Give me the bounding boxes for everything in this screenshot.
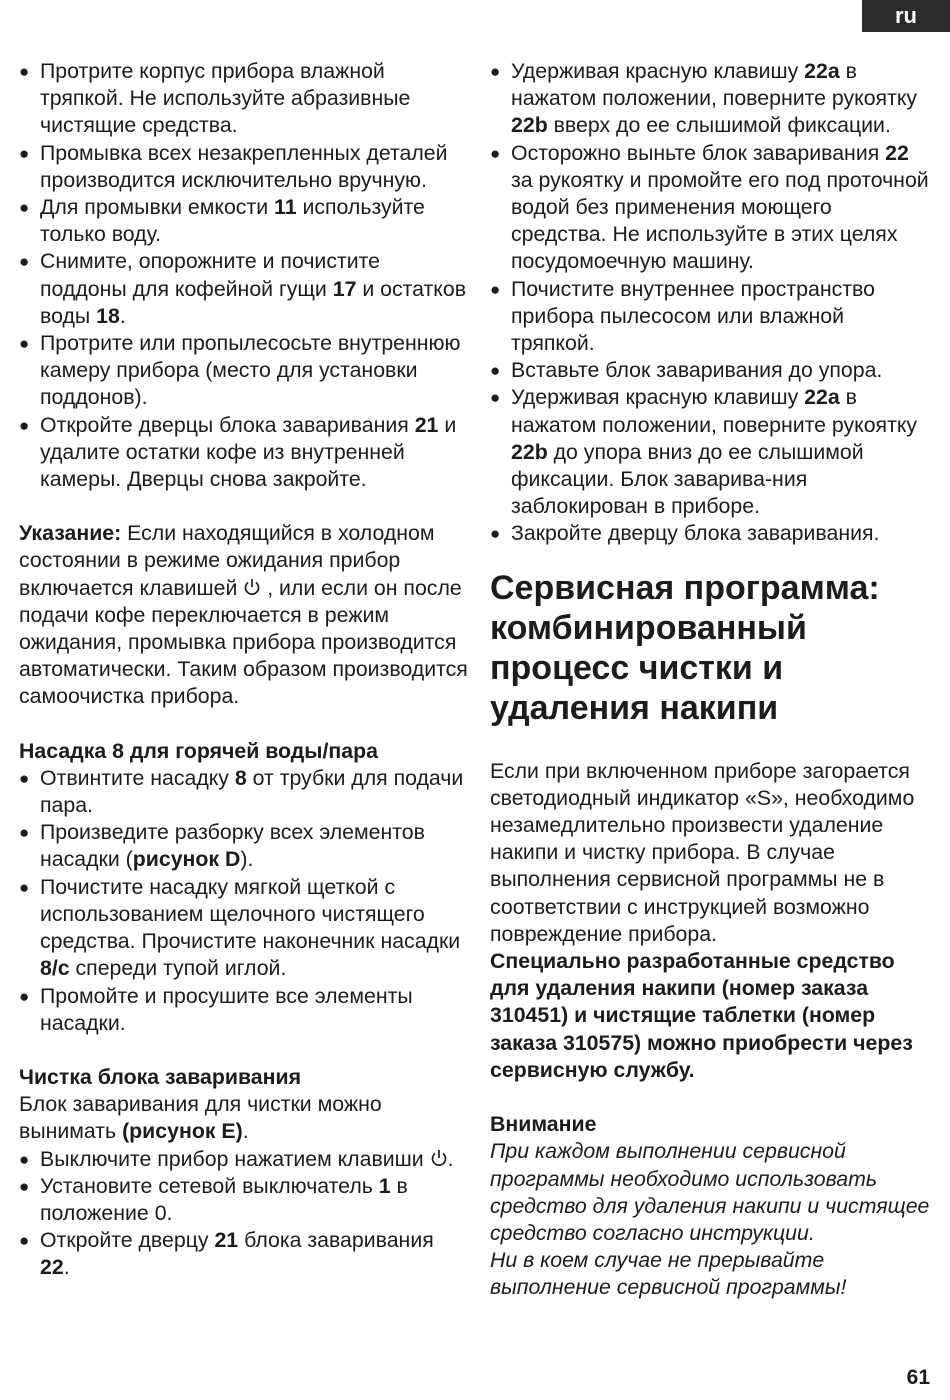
attention-text-2: Ни в коем случае не прерывайте выполнение сервисной программы! xyxy=(490,1248,847,1300)
brew-list xyxy=(19,1146,469,1282)
attention-heading: Внимание xyxy=(490,1112,597,1137)
list-item: ● Осторожно выньте блок заваривания 22 за рукоятку и промойте его под проточной водой без применения моющего средства. Не используйте в этих целях посудомоечную машину. xyxy=(490,140,930,276)
list-item: ● Закройте дверцу блока заваривания. xyxy=(490,520,930,547)
left-column xyxy=(19,58,469,1282)
list-item: ● Почистите внутреннее пространство прибора пылесосом или влажной тряпкой. xyxy=(490,276,930,358)
list-item: ● Удерживая красную клавишу 22a в нажатом положении, поверните рукоятку 22b вверх до ее слышимой фиксации. xyxy=(490,58,930,140)
list-item: ● Промойте и просушите все элементы насадки. xyxy=(19,983,469,1037)
list-item: ● Удерживая красную клавишу 22a в нажатом положении, поверните рукоятку 22b до упора вниз до ее слышимой фиксации. Блок заварива-ния заблокирован в приборе. xyxy=(490,384,930,520)
list-item: ● Произведите разборку всех элементов насадки (рисунок D). xyxy=(19,819,469,873)
attention-text: При каждом выполнении сервисной программы необходимо использовать средство для удаления накипи и чистящее средство согласно инструкции. xyxy=(490,1139,930,1245)
list-item: ● Снимите, опорожните и почистите поддоны для кофейной гущи 17 и остатков воды 18. xyxy=(19,248,469,330)
brew-heading: Чистка блока заваривания xyxy=(19,1064,301,1089)
list-item: ● Откройте дверцы блока заваривания 21 и удалите остатки кофе из внутренней камеры. Дверцы снова закройте. xyxy=(19,412,469,494)
language-badge: ru xyxy=(862,0,950,32)
list-item: ● Выключите прибор нажатием клавиши . xyxy=(19,1146,469,1173)
service-title: Сервисная программа: комбинированный процесс чистки и удаления накипи xyxy=(490,568,880,727)
page-number: 61 xyxy=(906,1366,930,1389)
list-item: ● Почистите насадку мягкой щеткой с использованием щелочного чистящего средства. Прочистите наконечник насадки 8/c спереди тупой иглой. xyxy=(19,874,469,983)
list-item: ● Отвинтите насадку 8 от трубки для подачи пара. xyxy=(19,765,469,819)
right-column xyxy=(490,58,930,1302)
nozzle-list xyxy=(19,765,469,1037)
list-item: ● Для промывки емкости 11 используйте только воду. xyxy=(19,194,469,248)
list-item: ● Протрите корпус прибора влажной тряпкой. Не используйте абразивные чистящие средства. xyxy=(19,58,469,140)
service-bold-text: Специально разработанные средство для удаления накипи (номер заказа 310451) и чистящие таблетки (номер заказа 310575) можно приобрести через сервисную службу. xyxy=(490,949,913,1082)
service-text: Если при включенном приборе загорается светодиодный индикатор «S», необходимо незамедлительно произвести удаление накипи и чистку прибора. В случае выполнения сервисной программы не в соответствии с инструкцией возможно повреждение прибора. xyxy=(490,758,915,946)
list-item: ● Вставьте блок заваривания до упора. xyxy=(490,357,930,384)
power-icon xyxy=(243,577,261,597)
nozzle-heading: Насадка 8 для горячей воды/пара xyxy=(19,738,378,763)
brew-steps-list xyxy=(490,58,930,548)
list-item: ● Откройте дверцу 21 блока заваривания 22. xyxy=(19,1227,469,1281)
note-label: Указание: xyxy=(19,521,122,546)
note-paragraph: Указание: Если находящийся в холодном состоянии в режиме ожидания прибор включается клавишей , или если он после подачи кофе переключается в режим ожидания, промывка прибора производится автоматически. Таким образом производится самоочистка прибора. xyxy=(19,521,468,709)
list-item: ● Установите сетевой выключатель 1 в положение 0. xyxy=(19,1173,469,1227)
list-item: ● Протрите или пропылесосьте внутреннюю камеру прибора (место для установки поддонов). xyxy=(19,330,469,412)
power-icon xyxy=(430,1148,448,1168)
list-item: ● Промывка всех незакрепленных деталей производится исключительно вручную. xyxy=(19,140,469,194)
intro-list xyxy=(19,58,469,493)
brew-intro: Блок заваривания для чистки можно вынимать (рисунок E). xyxy=(19,1092,382,1144)
